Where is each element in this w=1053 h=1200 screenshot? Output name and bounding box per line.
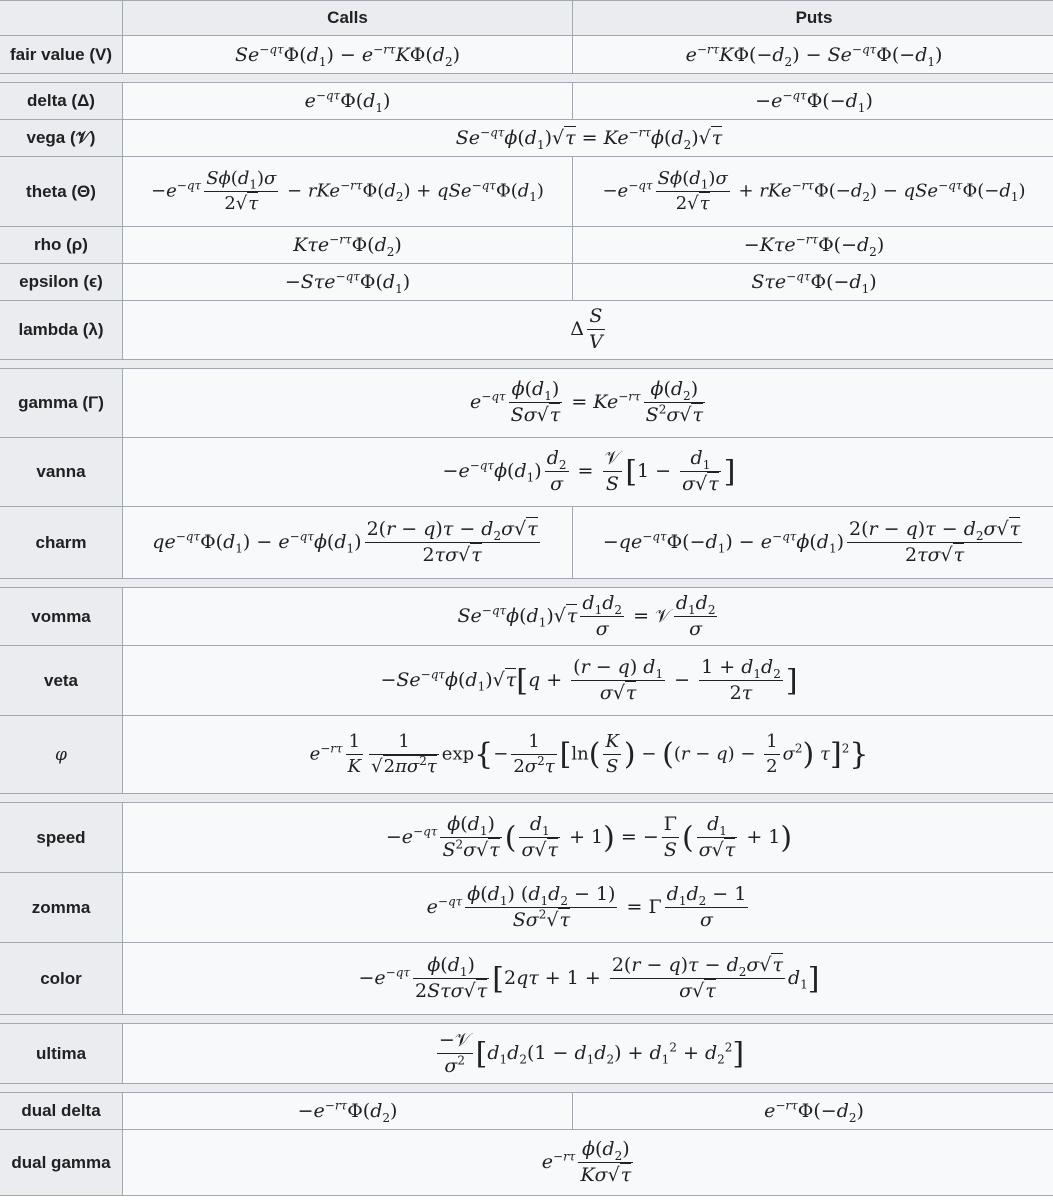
formula-vanna: $-e^{-q\tau}\phi(d_1)$ $\frac{d_2}{\sigma}$ = 𝒱 S [1 − $\frac{d_1}{\sigma√\tau}$ ] [123, 438, 1053, 507]
formula-theta-put: $-e^{-q\tau}$ $\frac{S\phi(d_1)\sigma}{2√\tau}$ + $rKe^{-r\tau}\Phi(-d_2) - qSe^{-q\tau}\Phi(-d_1)$ [573, 157, 1053, 227]
formula-fair-value-put: $e^{-r\tau}K\Phi(-d_2) - Se^{-q\tau}\Phi(-d_1)$ [573, 36, 1053, 74]
row-label-fair-value: fair value (V) [0, 36, 123, 74]
formula-epsilon-call: $-S\tau e^{-q\tau}\Phi(d_1)$ [123, 264, 573, 301]
corner-cell [0, 1, 123, 36]
formula-rho-call: $K\tau e^{-r\tau}\Phi(d_2)$ [123, 227, 573, 264]
row-label-vanna: vanna [0, 438, 123, 507]
formula-dual-delta-call: $-e^{-r\tau}\Phi(d_2)$ [123, 1093, 573, 1130]
formula-vega: $Se^{-q\tau}\phi(d_1)√\tau = Ke^{-r\tau}\phi(d_2)√\tau$ [123, 120, 1053, 157]
formula-lambda: Δ $\frac{S}{V}$ [123, 301, 1053, 360]
formula-dual-delta-put: $e^{-r\tau}\Phi(-d_2)$ [573, 1093, 1053, 1130]
row-label-lambda: lambda (λ) [0, 301, 123, 360]
formula-rho-put: $-K\tau e^{-r\tau}\Phi(-d_2)$ [573, 227, 1053, 264]
formula-vomma: $Se^{-q\tau}\phi(d_1)√\tau$ $\frac{d_1d_2}{\sigma}$ = 𝒱 $\frac{d_1d_2}{\sigma}$ [123, 588, 1053, 646]
row-label-dual-gamma: dual gamma [0, 1130, 123, 1196]
formula-charm-call: $qe^{-q\tau}\Phi(d_1) - e^{-q\tau}\phi(d_1)$ $\frac{2(r - q)\tau - d_2\sigma√\tau}{2\tau\sigma√\tau}$ [123, 507, 573, 579]
formula-delta-put: $-e^{-q\tau}\Phi(-d_1)$ [573, 83, 1053, 120]
formula-gamma: $e^{-q\tau}$ $\frac{\phi(d_1)}{S\sigma√\tau}$ = $Ke^{-r\tau}$ $\frac{\phi(d_2)}{S^2\sigma√\tau}$ [123, 369, 1053, 438]
row-label-speed: speed [0, 803, 123, 873]
formula-epsilon-put: $S\tau e^{-q\tau}\Phi(-d_1)$ [573, 264, 1053, 301]
row-label-epsilon: epsilon (ϵ) [0, 264, 123, 301]
row-label-gamma: gamma (Γ) [0, 369, 123, 438]
formula-delta-call: $e^{-q\tau}\Phi(d_1)$ [123, 83, 573, 120]
formula-ultima: −𝒱 $\sigma^2$ $[d_1d_2(1 - d_1d_2) + d_1^2 + d_2^2]$ [123, 1024, 1053, 1084]
formula-fair-value-call: $Se^{-q\tau}\Phi(d_1) - e^{-r\tau}K\Phi(d_2)$ [123, 36, 573, 74]
column-header-puts: Puts [573, 1, 1053, 36]
row-label-ultima: ultima [0, 1024, 123, 1084]
formula-charm-put: $-qe^{-q\tau}\Phi(-d_1) - e^{-q\tau}\phi(d_1)$ $\frac{2(r - q)\tau - d_2\sigma√\tau}{2\tau\sigma√\tau}$ [573, 507, 1053, 579]
formula-varphi: $e^{-r\tau}$ $\frac{1}{K}$ $\frac{1}{√2\pi\sigma^2\tau}$ exp{− $\frac{1}{2\sigma^2\tau}$ [ln( $\frac{K}{S}$ ) − ((r − q) − $\frac{1}{2}$ $\sigma^2$) τ]$^2$} [123, 716, 1053, 794]
row-label-rho: rho (ρ) [0, 227, 123, 264]
formula-veta: $-Se^{-q\tau}\phi(d_1)√\tau[q$ + $\frac{(r - q) d_1}{\sigma√\tau}$ − $\frac{1 + d_1d_2}{2\tau}$ ] [123, 646, 1053, 716]
row-label-zomma: zomma [0, 873, 123, 943]
row-label-theta: theta (Θ) [0, 157, 123, 227]
row-label-delta: delta (Δ) [0, 83, 123, 120]
row-label-dual-delta: dual delta [0, 1093, 123, 1130]
formula-zomma: $e^{-q\tau}$ $\frac{\phi(d_1) (d_1d_2 - 1)}{S\sigma^2√\tau}$ = Γ $\frac{d_1d_2 - 1}{\sigma}$ [123, 873, 1053, 943]
row-label-vega: vega (𝒱) [0, 120, 123, 157]
formula-color: $-e^{-q\tau}$ $\phi(d_1)$ 2Sτσ√τ [2qτ + 1 + $\frac{2(r - q)\tau - d_2\sigma√\tau}{\sigma√\tau}$ $d_1$] [123, 943, 1053, 1015]
row-label-color: color [0, 943, 123, 1015]
formula-dual-gamma: $e^{-r\tau}$ $\frac{\phi(d_2)}{K\sigma√\tau}$ [123, 1130, 1053, 1196]
row-label-vomma: vomma [0, 588, 123, 646]
row-label-varphi: φ [0, 716, 123, 794]
formula-speed: $-e^{-q\tau}$ $\frac{\phi(d_1)}{S^2\sigma√\tau}$ ( $\frac{d_1}{\sigma√\tau}$ + 1) = − $\frac{\Gamma}{S}$ ( $\frac{d_1}{\sigma√\tau}$ + 1) [123, 803, 1053, 873]
formula-theta-call: $-e^{-q\tau}$ $\frac{S\phi(d_1)\sigma}{2√\tau}$ − $rKe^{-r\tau}\Phi(d_2) + qSe^{-q\tau}\Phi(d_1)$ [123, 157, 573, 227]
row-label-veta: veta [0, 646, 123, 716]
column-header-calls: Calls [123, 1, 573, 36]
row-label-charm: charm [0, 507, 123, 579]
